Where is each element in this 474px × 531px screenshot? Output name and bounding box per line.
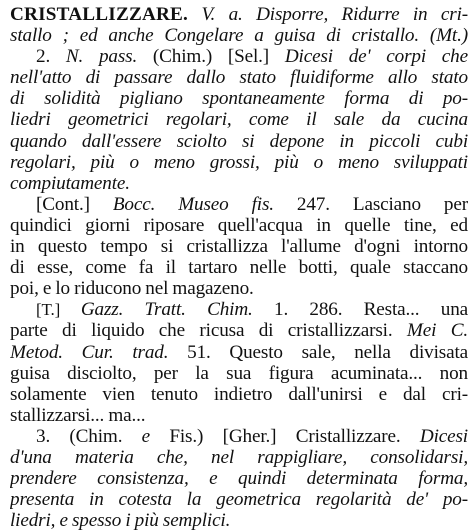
text-line — [10, 510, 468, 531]
text-segment: prendere consistenza, e quindi determinata forma, — [10, 468, 468, 490]
text-segment: 247. Lasciano per — [296, 193, 468, 215]
text-line — [10, 363, 468, 384]
text-segment: [Cont.] — [36, 193, 113, 215]
text-segment: V. a. Disporre, Ridurre in cri- — [188, 4, 468, 25]
text-line — [10, 67, 468, 88]
text-segment: parte di liquido che ricusa di cristallizzarsi. — [10, 320, 407, 342]
text-line — [10, 173, 468, 194]
text-line — [10, 299, 468, 320]
text-segment: liedri, e spesso i più semplici. — [10, 510, 231, 531]
text-segment: solamente vien tenuto indietro dall'unirsi e dal cri- — [10, 383, 468, 405]
text-segment: N. pass. — [65, 46, 153, 68]
text-segment: quando dall'essere sciolto si depone in piccoli cubi — [10, 130, 468, 152]
text-segment: liedri geometrici regolari, come il sale da cucina — [10, 109, 468, 131]
text-line — [10, 109, 468, 130]
text-line — [10, 25, 468, 46]
text-segment: 2. — [36, 46, 66, 68]
text-segment: Metod. Cur. trad. — [10, 341, 188, 363]
text-line — [10, 46, 468, 67]
text-segment: CRISTALLIZZARE. — [10, 4, 189, 25]
text-line — [10, 320, 468, 341]
text-segment: nell'atto di passare dallo stato fluidiforme allo stato — [10, 67, 468, 89]
text-line — [10, 426, 468, 447]
text-segment: Dicesi — [419, 425, 468, 447]
text-segment: regolari, più o meno grossi, più o meno sviluppati — [10, 151, 468, 173]
text-line — [10, 215, 468, 236]
text-segment: 3. (Chim. — [36, 425, 142, 447]
text-segment: Mei C. — [406, 320, 468, 342]
text-segment: [T.] — [36, 300, 81, 320]
text-line — [10, 468, 468, 489]
text-segment: stallizzarsi... ma... — [10, 404, 146, 426]
text-line — [10, 278, 468, 299]
text-segment: 1. 286. Resta... una — [274, 299, 468, 321]
text-line — [10, 194, 468, 215]
text-segment: stallo ; ed anche Congelare a guisa di cristallo. (Mt.) — [10, 25, 468, 47]
text-line — [10, 88, 468, 109]
text-segment: 51. Questo sale, nella divisata — [187, 341, 468, 363]
text-line — [10, 489, 468, 510]
text-line — [10, 384, 468, 405]
text-line — [10, 342, 468, 363]
text-line — [10, 152, 468, 173]
text-segment: Fis.) [Gher.] Cristallizzare. — [169, 425, 420, 447]
text-segment: (Chim.) [Sel.] — [152, 46, 285, 68]
text-line — [10, 131, 468, 152]
text-segment: quindici giorni riposare quell'acqua in quelle tine, ed — [10, 214, 468, 236]
text-segment: e — [141, 425, 170, 447]
text-line — [10, 257, 468, 278]
text-line — [10, 447, 468, 468]
text-segment: Dicesi de' corpi che — [284, 46, 468, 68]
text-line — [10, 405, 468, 426]
text-segment: Gazz. Tratt. Chim. — [80, 299, 274, 321]
text-segment: Bocc. Museo fis. — [112, 193, 297, 215]
text-line — [10, 236, 468, 257]
text-segment: poi, e lo riducono nel magazeno. — [10, 278, 254, 300]
text-segment: guisa disciolto, per la sua figura acuminata... non — [10, 362, 468, 384]
text-segment: in questo tempo si cristallizza l'allume d'ogni intorno — [10, 236, 468, 258]
text-segment: presenta in cotesta la geometrica regolarità de' po- — [10, 489, 468, 511]
text-segment: d'una materia che, nel rappigliare, consolidarsi, — [10, 446, 468, 468]
text-segment: di solidità pigliano spontaneamente forma di po- — [10, 88, 468, 110]
text-segment: compiutamente. — [10, 172, 130, 194]
text-line — [10, 4, 468, 25]
text-segment: di esse, come fa il tartaro nelle botti, quale staccano — [10, 257, 468, 279]
